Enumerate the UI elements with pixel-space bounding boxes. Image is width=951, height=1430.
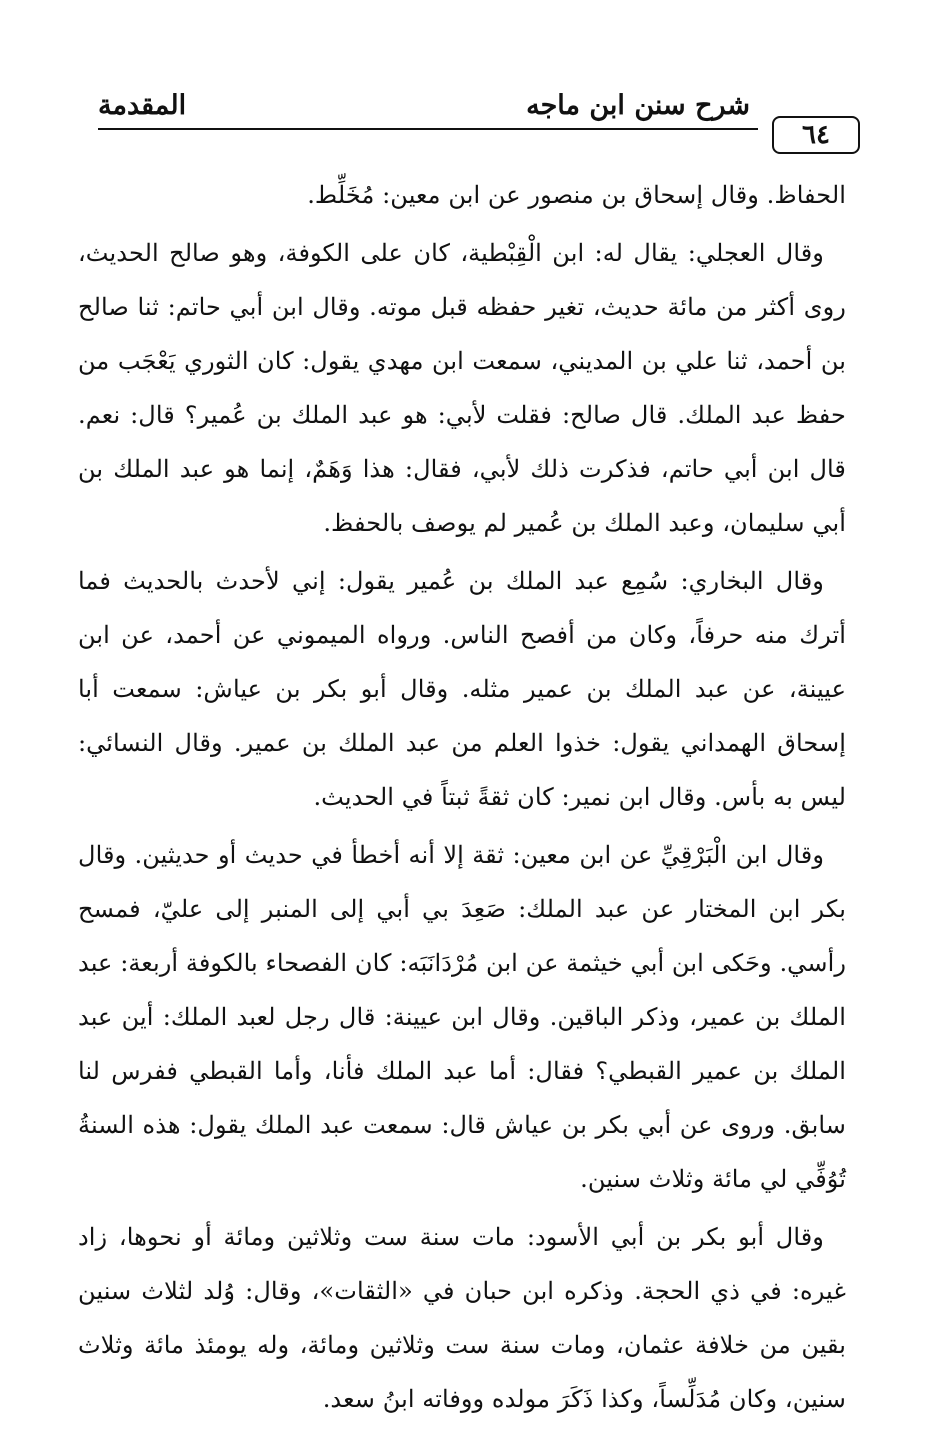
paragraph: وقال البخاري: سُمِع عبد الملك بن عُمير يقول: إني لأحدث بالحديث فما أترك منه حرفاً، وكان من أفصح الناس. ورواه الميموني عن أحمد، عن ابن عيينة، عن عبد الملك بن عمير مثله. وقال أبو بكر بن عياش: سمعت أبا إسحاق الهمداني يقول: خذوا العلم من عبد الملك بن عمير. وقال النسائي: ليس به بأس. وقال ابن نمير: كان ثقةً ثبتاً في الحديث.	[78, 567, 846, 811]
header-rule	[98, 128, 758, 130]
paragraph: وقال العجلي: يقال له: ابن الْقِبْطية، كان على الكوفة، وهو صالح الحديث، روى أكثر من مائة حديث، تغير حفظه قبل موته. وقال ابن أبي حاتم: ثنا صالح بن أحمد، ثنا علي بن المديني، سمعت ابن مهدي يقول: كان الثوري يَعْجَب من حفظ عبد الملك. قال صالح: فقلت لأبي: هو عبد الملك بن عُمير؟ قال: نعم. قال ابن أبي حاتم، فذكرت ذلك لأبي، فقال: هذا وَهَمٌ، إنما هو عبد الملك بن أبي سليمان، وعبد الملك بن عُمير لم يوصف بالحفظ.	[78, 239, 847, 537]
page-header	[70, 88, 860, 158]
book-title: شرح سنن ابن ماجه	[526, 90, 750, 121]
paragraph: وقال أبو بكر بن أبي الأسود: مات سنة ست وثلاثين ومائة أو نحوها، زاد غيره: في ذي الحجة. وذكره ابن حبان في «الثقات»، وقال: وُلد لثلاث سنين بقين من خلافة عثمان، ومات سنة ست وثلاثين ومائة، وله يومئذ مائة وثلاث سنين، وكان مُدَلِّساً، وكذا ذَكَرَ مولده ووفاته ابنُ سعد.	[78, 1223, 846, 1413]
page-body	[78, 168, 846, 1430]
section-title: المقدمة	[98, 90, 187, 121]
page-number: ٦٤	[772, 116, 860, 154]
paragraph: وقال ابن الْبَرْقِيِّ عن ابن معين: ثقة إلا أنه أخطأ في حديث أو حديثين. وقال بكر ابن المختار عن عبد الملك: صَعِدَ بي أبي إلى المنبر إلى عليّ، فمسح رأسي. وحَكى ابن أبي خيثمة عن ابن مُرْدَانَبَه: كان الفصحاء بالكوفة أربعة: عبد الملك بن عمير، وذكر الباقين. وقال ابن عيينة: قال رجل لعبد الملك: أين عبد الملك بن عمير القبطي؟ فقال: أما عبد الملك فأنا، وأما القبطي ففرس لنا سابق. وروى عن أبي بكر بن عياش قال: سمعت عبد الملك يقول: هذه السنةُ تُوُفِّي لي مائة وثلاث سنين.	[78, 841, 846, 1193]
paragraph: الحفاظ. وقال إسحاق بن منصور عن ابن معين: مُخَلِّط.	[307, 181, 846, 209]
